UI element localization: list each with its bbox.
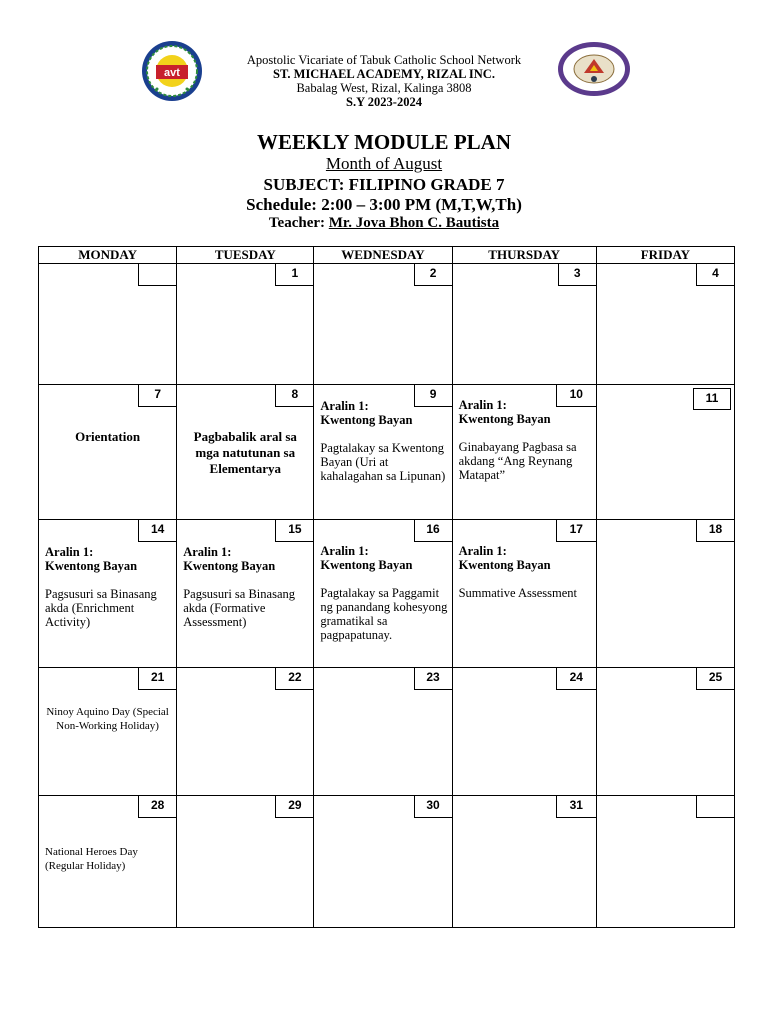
day-cell: [39, 796, 177, 928]
day-number: 10: [556, 385, 596, 407]
lesson-description: Pagsusuri sa Binasang akda (Formative Assessment): [183, 587, 295, 629]
day-cell: [596, 520, 734, 668]
day-cell: [314, 385, 452, 520]
school-year: S.Y 2023-2024: [346, 95, 422, 109]
lesson-label: Aralin 1:: [458, 398, 507, 412]
day-cell: [177, 796, 314, 928]
day-cell: [596, 264, 734, 385]
day-number: 30: [414, 796, 452, 818]
day-cell: [177, 385, 314, 520]
day-cell: [452, 385, 596, 520]
day-number: 4: [696, 264, 734, 286]
day-cell: [177, 520, 314, 668]
day-cell: [596, 796, 734, 928]
day-number: 7: [138, 385, 176, 407]
day-cell: [314, 264, 452, 385]
lesson-label: Aralin 1:: [183, 545, 232, 559]
lesson-label: Aralin 1:: [45, 545, 94, 559]
day-number: 29: [275, 796, 313, 818]
day-number: 3: [558, 264, 596, 286]
day-number: 16: [414, 520, 452, 542]
day-number: 17: [556, 520, 596, 542]
day-number: 15: [275, 520, 313, 542]
teacher-label: Teacher:: [268, 215, 326, 231]
week-row: [39, 796, 735, 928]
lesson-label: Aralin 1:: [458, 544, 507, 558]
network-name: Apostolic Vicariate of Tabuk Catholic School Network: [246, 53, 522, 67]
day-cell: [452, 668, 596, 796]
day-cell: [39, 520, 177, 668]
week-row: [39, 385, 735, 520]
col-header-tuesday: TUESDAY: [177, 247, 314, 264]
day-number: [696, 796, 734, 818]
holiday-note: Ninoy Aquino Day (Special Non-Working Holiday): [46, 706, 169, 732]
day-cell: [452, 264, 596, 385]
day-number: 24: [556, 668, 596, 690]
cell-heading: Pagbabalik aral sa mga natutunan sa Elementarya: [193, 429, 297, 476]
lesson-topic: Kwentong Bayan: [320, 558, 413, 572]
col-header-friday: FRIDAY: [596, 247, 734, 264]
subject-label: SUBJECT: FILIPINO GRADE 7: [263, 175, 505, 194]
day-number: 28: [138, 796, 176, 818]
day-cell: [39, 385, 177, 520]
day-cell: [39, 668, 177, 796]
schedule-label: Schedule: 2:00 – 3:00 PM (M,T,W,Th): [246, 195, 522, 214]
lesson-topic: Kwentong Bayan: [183, 559, 276, 573]
day-number: 1: [275, 264, 313, 286]
day-cell: [177, 668, 314, 796]
day-number: 2: [414, 264, 452, 286]
page-title: WEEKLY MODULE PLAN: [257, 130, 511, 154]
day-number: 22: [275, 668, 313, 690]
lesson-description: Ginabayang Pagbasa sa akdang “Ang Reynang Matapat”: [458, 440, 577, 482]
school-name: ST. MICHAEL ACADEMY, RIZAL INC.: [273, 67, 495, 81]
lesson-description: Pagtalakay sa Paggamit ng panandang kohesyong gramatikal sa pagpapatunay.: [320, 586, 448, 642]
teacher-line: [0, 215, 768, 232]
day-cell: [314, 520, 452, 668]
day-number: 14: [138, 520, 176, 542]
day-number: 18: [696, 520, 734, 542]
col-header-wednesday: WEDNESDAY: [314, 247, 452, 264]
day-cell: [596, 668, 734, 796]
avt-logo-text: avt: [164, 67, 180, 79]
day-cell: [314, 668, 452, 796]
day-number: 23: [414, 668, 452, 690]
col-header-thursday: THURSDAY: [452, 247, 596, 264]
lesson-topic: Kwentong Bayan: [45, 559, 138, 573]
day-cell: [177, 264, 314, 385]
day-cell: [452, 520, 596, 668]
lesson-label: Aralin 1:: [320, 399, 369, 413]
lesson-description: Pagsusuri sa Binasang akda (Enrichment Activity): [45, 587, 157, 629]
day-number: 31: [556, 796, 596, 818]
day-number: [138, 264, 176, 286]
week-row: [39, 668, 735, 796]
day-number: 11: [693, 388, 731, 410]
day-number: 8: [275, 385, 313, 407]
day-cell: [596, 385, 734, 520]
lesson-description: Summative Assessment: [458, 586, 577, 600]
day-number: 25: [696, 668, 734, 690]
lesson-label: Aralin 1:: [320, 544, 369, 558]
col-header-monday: MONDAY: [39, 247, 177, 264]
lesson-topic: Kwentong Bayan: [458, 558, 551, 572]
teacher-name: Mr. Jova Bhon C. Bautista: [328, 215, 500, 231]
day-cell: [452, 796, 596, 928]
weekly-calendar: [38, 246, 735, 928]
day-cell: [314, 796, 452, 928]
month-label: Month of August: [325, 154, 443, 173]
cell-heading: Orientation: [75, 429, 141, 444]
day-number: 21: [138, 668, 176, 690]
day-number: 9: [414, 385, 452, 407]
holiday-note: National Heroes Day (Regular Holiday): [45, 846, 138, 872]
lesson-topic: Kwentong Bayan: [320, 413, 413, 427]
lesson-topic: Kwentong Bayan: [458, 412, 551, 426]
day-cell: [39, 264, 177, 385]
school-address: Babalag West, Rizal, Kalinga 3808: [296, 81, 472, 95]
week-row: [39, 264, 735, 385]
lesson-description: Pagtalakay sa Kwentong Bayan (Uri at kahalagahan sa Lipunan): [320, 441, 446, 483]
week-row: [39, 520, 735, 668]
